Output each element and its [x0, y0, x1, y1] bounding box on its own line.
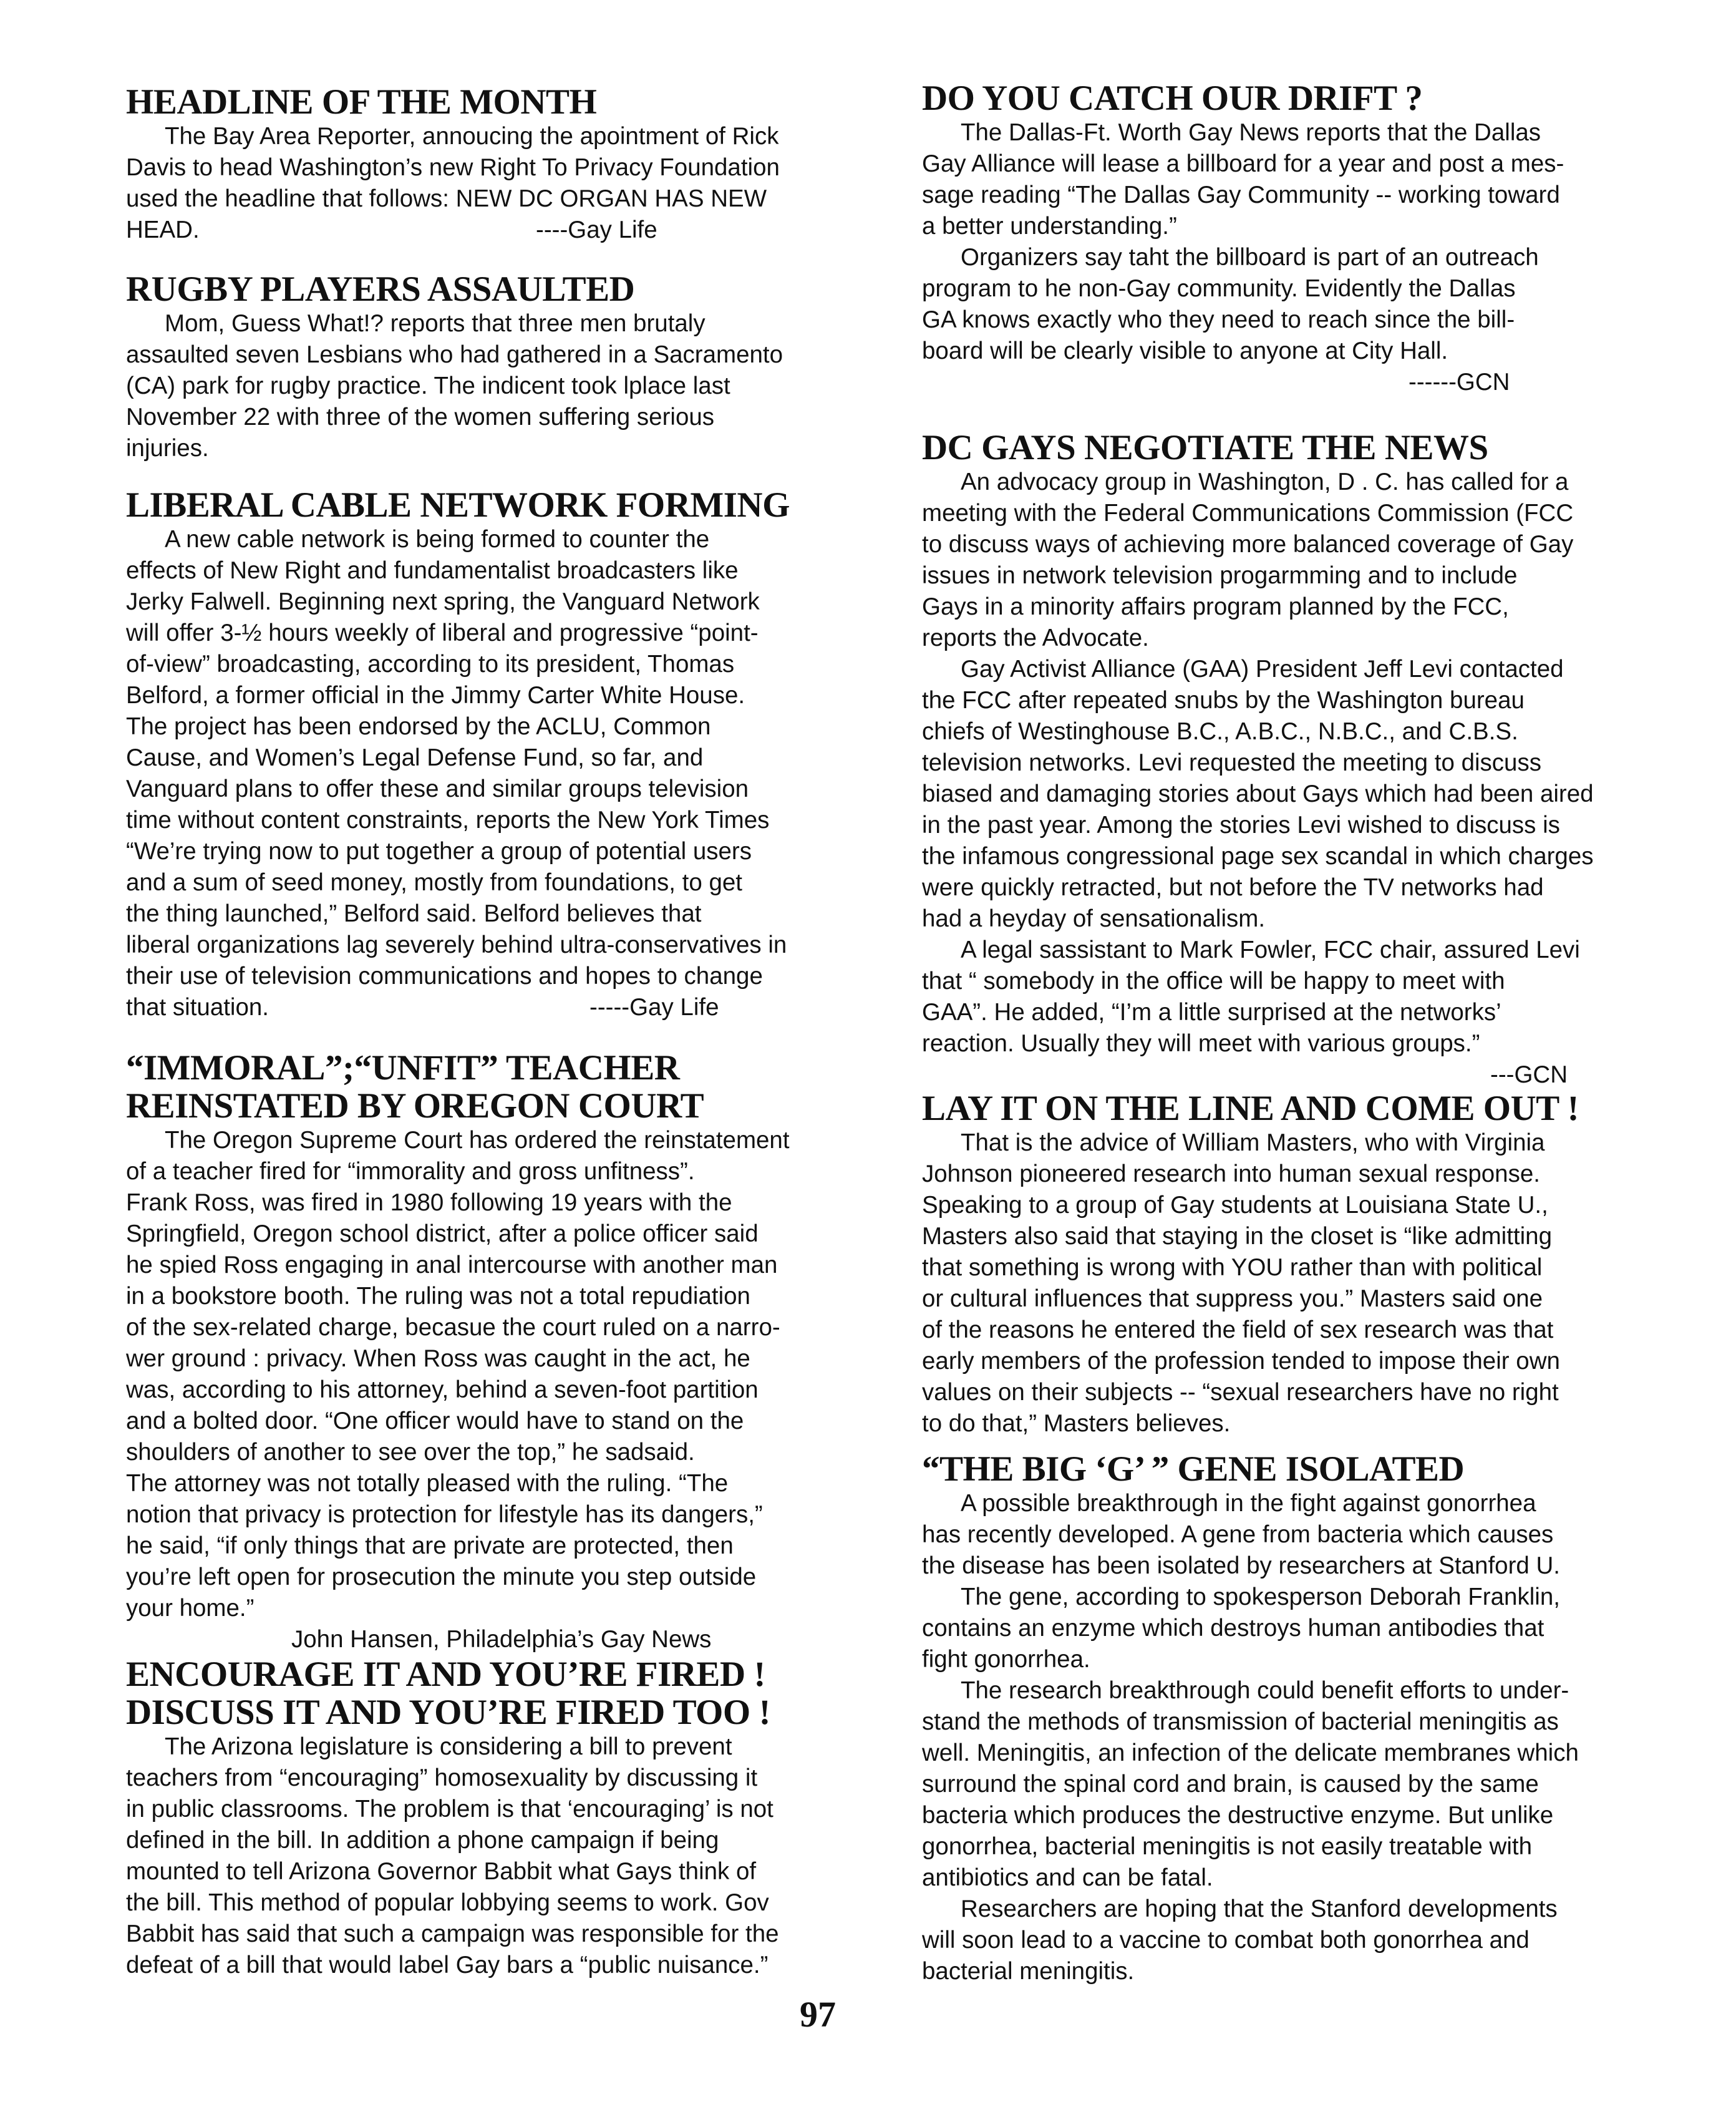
- body-text-line: [126, 555, 893, 586]
- body-text: the disease has been isolated by researchers at Stanford U.: [922, 1552, 1560, 1579]
- body-text-line: [922, 1613, 1689, 1644]
- body-text-line: [922, 242, 1689, 273]
- body-text-line: [922, 1894, 1689, 1925]
- body-text-line: [126, 711, 893, 742]
- body-text: issues in network television progarmming and to include: [922, 562, 1518, 589]
- body-text-line: [922, 1519, 1689, 1550]
- body-text-line: [126, 1281, 893, 1312]
- body-text-line: [126, 774, 893, 805]
- body-text-line: [126, 1499, 893, 1531]
- article: [922, 429, 1689, 1091]
- article-headline: ENCOURAGE IT AND YOU’RE FIRED !: [126, 1655, 765, 1694]
- body-text-line: [126, 524, 893, 555]
- article: [126, 1049, 893, 1655]
- body-text-line: [922, 1408, 1689, 1439]
- body-text: a better understanding.”: [922, 213, 1177, 240]
- body-text: of-view” broadcasting, according to its president, Thomas: [126, 651, 735, 678]
- body-text: Babbit has said that such a campaign was responsible for the: [126, 1920, 779, 1947]
- body-text: A new cable network is being formed to counter the: [165, 526, 710, 553]
- body-text: Researchers are hoping that the Stanford developments: [961, 1896, 1558, 1922]
- body-text-line: [922, 1644, 1689, 1675]
- body-text-line: [922, 1488, 1689, 1519]
- source-credit: ---GCN: [1490, 1061, 1568, 1088]
- page-number: 97: [800, 1994, 836, 2035]
- body-text: time without content constraints, reports the New York Times: [126, 807, 770, 834]
- body-text: well. Meningitis, an infection of the delicate membranes which: [922, 1740, 1579, 1766]
- body-text: effects of New Right and fundamentalist broadcasters like: [126, 557, 739, 584]
- body-text-line: [922, 117, 1689, 148]
- article-headline: HEADLINE OF THE MONTH: [126, 82, 597, 122]
- body-text: Vanguard plans to offer these and similar groups television: [126, 776, 749, 802]
- body-text: liberal organizations lag severely behind ultra-conservatives in: [126, 932, 787, 958]
- body-text-line: [126, 992, 893, 1023]
- body-text-line: [922, 1706, 1689, 1738]
- body-text: notion that privacy is protection for lifestyle has its dangers,”: [126, 1501, 763, 1528]
- body-text: Cause, and Women’s Legal Defense Fund, so far, and: [126, 744, 704, 771]
- article-headline: DISCUSS IT AND YOU’RE FIRED TOO !: [126, 1693, 770, 1732]
- body-text: That is the advice of William Masters, who with Virginia: [961, 1129, 1545, 1156]
- body-text: in public classrooms. The problem is that ‘encouraging’ is not: [126, 1796, 773, 1823]
- body-text: teachers from “encouraging” homosexuality by discussing it: [126, 1764, 758, 1791]
- body-text-line: [922, 1315, 1689, 1346]
- body-text: injuries.: [126, 435, 209, 462]
- body-text: bacterial meningitis.: [922, 1958, 1135, 1985]
- body-text: The attorney was not totally pleased with the ruling. “The: [126, 1470, 729, 1497]
- article: [922, 1089, 1689, 1439]
- body-text-line: [126, 152, 893, 183]
- body-text-line: [922, 841, 1689, 872]
- body-text-line: [126, 402, 893, 433]
- body-text-line: [126, 961, 893, 992]
- body-text-line: [922, 498, 1689, 529]
- body-text: of the sex-related charge, becasue the court ruled on a narro-: [126, 1314, 780, 1341]
- body-text-line: [922, 1252, 1689, 1283]
- body-text: meeting with the Federal Communications Commission (FCC: [922, 500, 1574, 527]
- body-text-line: [126, 1219, 893, 1250]
- body-text: fight gonorrhea.: [922, 1646, 1090, 1673]
- body-text-line: [126, 1950, 893, 1981]
- body-text: stand the methods of transmission of bacterial meningitis as: [922, 1708, 1559, 1735]
- body-text-line: [922, 623, 1689, 654]
- body-text-line: [126, 215, 893, 246]
- body-text: November 22 with three of the women suffering serious: [126, 404, 715, 431]
- body-text-line: [126, 1919, 893, 1950]
- body-text-line: [126, 1406, 893, 1437]
- body-text-line: [922, 1675, 1689, 1706]
- body-text: defeat of a bill that would label Gay bars a “public nuisance.”: [126, 1952, 769, 1978]
- body-text: Springfield, Oregon school district, after a police officer said: [126, 1220, 759, 1247]
- article-headline: “THE BIG ‘G’ ” GENE ISOLATED: [922, 1449, 1465, 1489]
- body-text: that situation.: [126, 994, 269, 1021]
- body-text-line: [126, 1562, 893, 1593]
- body-text-line: [922, 336, 1689, 367]
- body-text-line: [922, 935, 1689, 966]
- body-text: surround the spinal cord and brain, is caused by the same: [922, 1771, 1539, 1798]
- body-text-line: [922, 966, 1689, 997]
- article: [126, 270, 893, 464]
- body-text: used the headline that follows: NEW DC ORGAN HAS NEW: [126, 185, 767, 212]
- body-text-line: [126, 433, 893, 464]
- body-text-line: [126, 898, 893, 930]
- body-text: “We’re trying now to put together a group of potential users: [126, 838, 752, 865]
- body-text-line: [126, 1250, 893, 1281]
- body-text: sage reading “The Dallas Gay Community -- working toward: [922, 182, 1560, 208]
- body-text-line: [126, 649, 893, 680]
- body-text-line: [126, 308, 893, 339]
- body-text: Gay Alliance will lease a billboard for a year and post a mes-: [922, 150, 1564, 177]
- body-text: the bill. This method of popular lobbying seems to work. Gov: [126, 1889, 769, 1916]
- body-text-line: [126, 1437, 893, 1468]
- body-text: you’re left open for prosecution the minute you step outside: [126, 1564, 757, 1590]
- body-text: shoulders of another to see over the top,” he sadsaid.: [126, 1439, 695, 1466]
- body-text: bacteria which produces the destructive enzyme. But unlike: [922, 1802, 1554, 1829]
- body-text-line: [126, 1312, 893, 1343]
- body-text-line: [126, 742, 893, 774]
- body-text-line: [126, 1731, 893, 1763]
- body-text-line: [922, 654, 1689, 685]
- body-text: their use of television communications and hopes to change: [126, 963, 763, 990]
- body-text-line: [922, 1028, 1689, 1059]
- body-text: he said, “if only things that are private are protected, then: [126, 1532, 734, 1559]
- body-text: program to he non-Gay community. Evidently the Dallas: [922, 275, 1516, 302]
- body-text-line: [922, 1127, 1689, 1159]
- body-text-line: [922, 872, 1689, 903]
- body-text: assaulted seven Lesbians who had gathered in a Sacramento: [126, 341, 783, 368]
- body-text-line: [126, 1856, 893, 1887]
- body-text-line: [126, 1125, 893, 1156]
- body-text: will soon lead to a vaccine to combat both gonorrhea and: [922, 1927, 1530, 1954]
- body-text: The research breakthrough could benefit efforts to under-: [961, 1677, 1569, 1704]
- body-text-line: [922, 591, 1689, 623]
- body-text: and a bolted door. “One officer would have to stand on the: [126, 1408, 744, 1434]
- body-text-line: [922, 1283, 1689, 1315]
- article-headline: LIBERAL CABLE NETWORK FORMING: [126, 485, 790, 525]
- body-text-line: [922, 1862, 1689, 1894]
- body-text-line: [922, 1221, 1689, 1252]
- body-text: in the past year. Among the stories Levi wished to discuss is: [922, 812, 1560, 839]
- body-text-line: [922, 1159, 1689, 1190]
- body-text: television networks. Levi requested the meeting to discuss: [922, 749, 1541, 776]
- body-text-line: [126, 836, 893, 867]
- body-text-line: [922, 1800, 1689, 1831]
- body-text-line: [126, 1468, 893, 1499]
- body-text: the infamous congressional page sex scandal in which charges: [922, 843, 1594, 870]
- body-text-line: [922, 810, 1689, 841]
- body-text: your home.”: [126, 1595, 255, 1622]
- body-text: that something is wrong with YOU rather than with political: [922, 1254, 1543, 1281]
- body-text: values on their subjects -- “sexual researchers have no right: [922, 1379, 1559, 1406]
- body-text-line: [126, 1887, 893, 1919]
- source-credit-line: [922, 367, 1689, 398]
- body-text: board will be clearly visible to anyone at City Hall.: [922, 338, 1448, 364]
- body-text: (CA) park for rugby practice. The indicent took lplace last: [126, 372, 730, 399]
- body-text: Speaking to a group of Gay students at Louisiana State U.,: [922, 1192, 1548, 1219]
- body-text: the FCC after repeated snubs by the Washington bureau: [922, 687, 1525, 714]
- body-text-line: [126, 1187, 893, 1219]
- source-credit: -----Gay Life: [589, 994, 719, 1021]
- body-text: had a heyday of sensationalism.: [922, 905, 1266, 932]
- body-text-line: [126, 1763, 893, 1794]
- article-headline: DO YOU CATCH OUR DRIFT ?: [922, 79, 1423, 118]
- body-text: defined in the bill. In addition a phone campaign if being: [126, 1827, 719, 1854]
- body-text: A legal sassistant to Mark Fowler, FCC chair, assured Levi: [961, 937, 1580, 963]
- body-text: The Dallas-Ft. Worth Gay News reports that the Dallas: [961, 119, 1541, 146]
- source-credit: ----Gay Life: [536, 217, 657, 243]
- body-text: gonorrhea, bacterial meningitis is not easily treatable with: [922, 1833, 1532, 1860]
- body-text: Organizers say taht the billboard is part of an outreach: [961, 244, 1539, 271]
- body-text: A possible breakthrough in the fight against gonorrhea: [961, 1490, 1536, 1517]
- body-text-line: [922, 1925, 1689, 1956]
- body-text-line: [126, 618, 893, 649]
- body-text: wer ground : privacy. When Ross was caught in the act, he: [126, 1345, 750, 1372]
- article-headline: LAY IT ON THE LINE AND COME OUT !: [922, 1089, 1579, 1128]
- body-text-line: [126, 1156, 893, 1187]
- body-text-line: [922, 1831, 1689, 1862]
- body-text: to do that,” Masters believes.: [922, 1410, 1231, 1437]
- article-headline: REINSTATED BY OREGON COURT: [126, 1086, 704, 1126]
- body-text: and a sum of seed money, mostly from foundations, to get: [126, 869, 742, 896]
- source-credit-line: [922, 1059, 1689, 1091]
- body-text: biased and damaging stories about Gays which had been aired: [922, 781, 1594, 807]
- body-text-line: [922, 180, 1689, 211]
- body-text-line: [922, 1769, 1689, 1800]
- body-text-line: [126, 1794, 893, 1825]
- body-text-line: [126, 1375, 893, 1406]
- body-text: of a teacher fired for “immorality and gross unfitness”.: [126, 1158, 695, 1185]
- body-text: Jerky Falwell. Beginning next spring, the Vanguard Network: [126, 588, 760, 615]
- body-text: Belford, a former official in the Jimmy Carter White House.: [126, 682, 745, 709]
- body-text: GAA”. He added, “I’m a little surprised at the networks’: [922, 999, 1501, 1026]
- body-text: reports the Advocate.: [922, 625, 1149, 651]
- body-text: were quickly retracted, but not before the TV networks had: [922, 874, 1544, 901]
- body-text-line: [126, 680, 893, 711]
- body-text: Davis to head Washington’s new Right To Privacy Foundation: [126, 154, 780, 181]
- source-credit-line: [126, 1624, 893, 1655]
- article: [126, 1655, 893, 1981]
- body-text-line: [922, 903, 1689, 935]
- article: [126, 83, 893, 246]
- body-text-line: [126, 183, 893, 215]
- article-headline: “IMMORAL”;“UNFIT” TEACHER: [126, 1048, 680, 1088]
- body-text: contains an enzyme which destroys human antibodies that: [922, 1615, 1544, 1642]
- body-text-line: [126, 1531, 893, 1562]
- body-text-line: [126, 867, 893, 898]
- body-text-line: [126, 339, 893, 371]
- body-text: Masters also said that staying in the closet is “like admitting: [922, 1223, 1553, 1250]
- body-text: to discuss ways of achieving more balanced coverage of Gay: [922, 531, 1574, 558]
- body-text-line: [922, 211, 1689, 242]
- body-text: Frank Ross, was fired in 1980 following 19 years with the: [126, 1189, 732, 1216]
- body-text: chiefs of Westinghouse B.C., A.B.C., N.B.C., and C.B.S.: [922, 718, 1518, 745]
- body-text-line: [922, 779, 1689, 810]
- body-text-line: [922, 1738, 1689, 1769]
- body-text-line: [922, 1550, 1689, 1582]
- body-text: that “ somebody in the office will be happy to meet with: [922, 968, 1505, 995]
- article: [126, 486, 893, 1023]
- body-text: he spied Ross engaging in anal intercourse with another man: [126, 1252, 778, 1278]
- body-text: The project has been endorsed by the ACLU, Common: [126, 713, 711, 740]
- body-text-line: [922, 997, 1689, 1028]
- article: [922, 1450, 1689, 1987]
- body-text: early members of the profession tended to impose their own: [922, 1348, 1560, 1375]
- body-text-line: [126, 930, 893, 961]
- body-text: will offer 3-½ hours weekly of liberal and progressive “point-: [126, 620, 759, 646]
- body-text: HEAD.: [126, 217, 200, 243]
- body-text: in a bookstore booth. The ruling was not a total repudiation: [126, 1283, 750, 1310]
- body-text-line: [922, 1377, 1689, 1408]
- body-text: or cultural influences that suppress you.” Masters said one: [922, 1285, 1543, 1312]
- body-text-line: [922, 716, 1689, 747]
- article: [922, 79, 1689, 398]
- body-text: mounted to tell Arizona Governor Babbit what Gays think of: [126, 1858, 757, 1885]
- body-text-line: [922, 1346, 1689, 1377]
- source-credit: John Hansen, Philadelphia’s Gay News: [291, 1626, 712, 1653]
- body-text-line: [922, 304, 1689, 336]
- body-text: The Bay Area Reporter, annoucing the apointment of Rick: [165, 123, 779, 150]
- body-text-line: [922, 273, 1689, 304]
- body-text-line: [126, 1593, 893, 1624]
- body-text-line: [126, 586, 893, 618]
- body-text: An advocacy group in Washington, D . C. has called for a: [961, 469, 1569, 495]
- body-text: the thing launched,” Belford said. Belford believes that: [126, 900, 702, 927]
- body-text: reaction. Usually they will meet with various groups.”: [922, 1030, 1480, 1057]
- body-text-line: [126, 1343, 893, 1375]
- body-text-line: [922, 148, 1689, 180]
- body-text: has recently developed. A gene from bacteria which causes: [922, 1521, 1554, 1548]
- body-text-line: [922, 1956, 1689, 1987]
- body-text-line: [922, 560, 1689, 591]
- body-text: Mom, Guess What!? reports that three men brutaly: [165, 310, 706, 337]
- article-headline: DC GAYS NEGOTIATE THE NEWS: [922, 428, 1488, 467]
- body-text-line: [126, 121, 893, 152]
- body-text: The Oregon Supreme Court has ordered the reinstatement: [165, 1127, 790, 1154]
- body-text-line: [126, 371, 893, 402]
- body-text: GA knows exactly who they need to reach since the bill-: [922, 306, 1515, 333]
- body-text: The Arizona legislature is considering a bill to prevent: [165, 1733, 732, 1760]
- body-text: of the reasons he entered the field of sex research was that: [922, 1317, 1554, 1343]
- body-text: antibiotics and can be fatal.: [922, 1864, 1213, 1891]
- body-text-line: [922, 747, 1689, 779]
- body-text-line: [922, 1190, 1689, 1221]
- body-text: The gene, according to spokesperson Deborah Franklin,: [961, 1584, 1560, 1610]
- body-text-line: [922, 685, 1689, 716]
- body-text-line: [126, 805, 893, 836]
- body-text-line: [922, 1582, 1689, 1613]
- body-text-line: [126, 1825, 893, 1856]
- body-text: Gay Activist Alliance (GAA) President Jeff Levi contacted: [961, 656, 1564, 683]
- body-text: was, according to his attorney, behind a seven-foot partition: [126, 1376, 759, 1403]
- source-credit: ------GCN: [1409, 369, 1510, 396]
- body-text-line: [922, 467, 1689, 498]
- body-text: Gays in a minority affairs program planned by the FCC,: [922, 593, 1509, 620]
- article-headline: RUGBY PLAYERS ASSAULTED: [126, 270, 635, 309]
- body-text: Johnson pioneered research into human sexual response.: [922, 1161, 1540, 1187]
- body-text-line: [922, 529, 1689, 560]
